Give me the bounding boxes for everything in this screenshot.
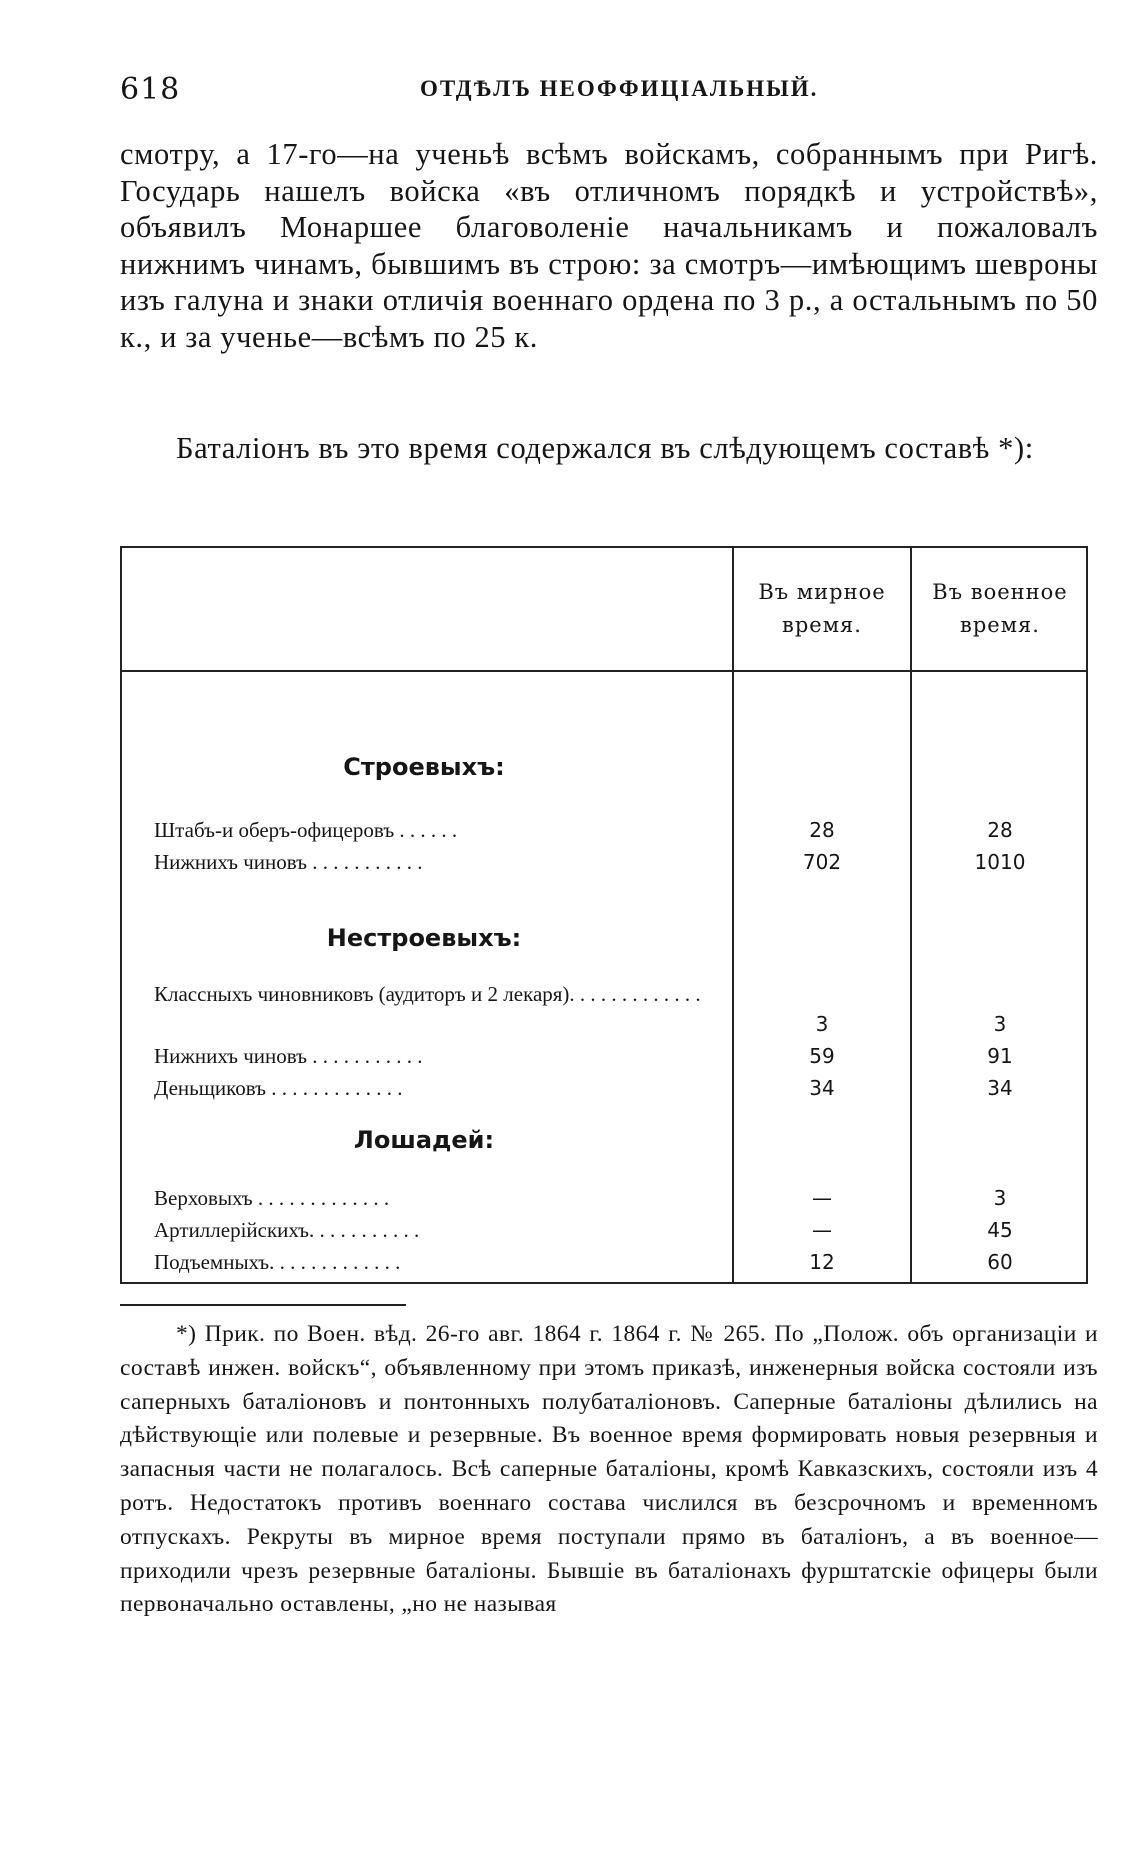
table-cell-peace: 59 (809, 1044, 835, 1068)
table-header-rule (120, 670, 1088, 672)
footnote-text: Прик. по Воен. вѣд. 26-го авг. 1864 г. 1864 г. № 265. По „Полож. объ организаціи и составѣ инжен. войскъ“, объявленному при этомъ приказѣ, инженерныя войска состояли изъ саперныхъ баталіоновъ и понтонныхъ полубаталіоновъ. Саперные баталіоны дѣлились на дѣйствующіе или полевые и резервные. Въ военное время формировать новыя резервныя и запасныя части не полагалось. Всѣ саперные баталіоны, кромѣ Кавказскихъ, состояли изъ 4 ротъ. Недостатокъ противъ военнаго состава числился въ безсрочномъ и временномъ отпускахъ. Рекруты въ мирное время поступали прямо въ баталіонъ, а въ военное—приходили чрезъ резервные баталіоны. Бывшіе въ баталіонахъ фурштатскіе офицеры были первоначально оставлены, „но не называя (120, 1321, 1098, 1618)
column-header-peace: Въ мирное время. (758, 580, 886, 637)
table-cell-peace: 28 (809, 818, 835, 842)
page-number: 618 (120, 72, 181, 107)
table-cell-peace: 3 (815, 1012, 829, 1036)
table-row-label: Классныхъ чиновниковъ (аудиторъ и 2 лекаря). . . . . . . . . . . . . (154, 982, 701, 1006)
column-header-war: Въ военное время. (932, 580, 1068, 637)
table-row-label: Штабъ-и оберъ-офицеровъ . . . . . . (154, 818, 458, 842)
section-title-noncombatant: Нестроевыхъ: (326, 924, 522, 952)
table-cell-war: 1010 (974, 850, 1026, 874)
footnote-marker: *) (176, 1321, 197, 1347)
table-cell-war: 45 (987, 1218, 1013, 1242)
table-row-label: Артиллерійскихъ. . . . . . . . . . . (154, 1218, 420, 1242)
table-row-label: Деньщиковъ . . . . . . . . . . . . . (154, 1076, 403, 1100)
running-head: ОТДѢЛЪ НЕОФФИЦІАЛЬНЫЙ. (420, 76, 819, 101)
table-row-label: Подъемныхъ. . . . . . . . . . . . . (154, 1250, 401, 1274)
table-row-label: Верховыхъ . . . . . . . . . . . . . (154, 1186, 390, 1210)
section-title-horses: Лошадей: (353, 1126, 495, 1154)
table-right-rule (1086, 548, 1088, 1282)
table-cell-war: 60 (987, 1250, 1013, 1274)
table-cell-peace: — (812, 1218, 832, 1242)
table-cell-war: 28 (987, 818, 1013, 842)
paragraph-2: Баталіонъ въ это время содержался въ слѣдующемъ составѣ *): (176, 431, 1034, 465)
table-left-rule (120, 548, 122, 1282)
table-column-rule-2 (910, 548, 912, 1282)
paragraph-1: смотру, а 17-го—на ученьѣ всѣмъ войскамъ, собраннымъ при Ригѣ. Государь нашелъ войска «въ отличномъ порядкѣ и устройствѣ», объявилъ Монаршее благоволеніе начальникамъ и пожаловалъ нижнимъ чинамъ, бывшимъ въ строю: за смотръ—имѣющимъ шевроны изъ галуна и знаки отличія военнаго ордена по 3 р., а остальнымъ по 50 к., и за ученье—всѣмъ по 25 к. (120, 137, 1098, 354)
table-row-label: Нижнихъ чиновъ . . . . . . . . . . . (154, 1044, 423, 1068)
table-row-label: Нижнихъ чиновъ . . . . . . . . . . . (154, 850, 423, 874)
section-title-combatant: Строевыхъ: (343, 753, 505, 781)
table-cell-war: 91 (987, 1044, 1013, 1068)
table-cell-peace: 34 (809, 1076, 835, 1100)
table-column-rule-1 (732, 548, 734, 1282)
battalion-composition-table (120, 546, 1088, 1284)
table-cell-peace: 12 (809, 1250, 835, 1274)
table-cell-peace: — (812, 1186, 832, 1210)
table-cell-peace: 702 (802, 850, 842, 874)
footnote-rule (120, 1304, 406, 1306)
table-cell-war: 34 (987, 1076, 1013, 1100)
footnote (120, 1318, 1098, 1622)
table-cell-war: 3 (993, 1012, 1007, 1036)
table-cell-war: 3 (993, 1186, 1007, 1210)
